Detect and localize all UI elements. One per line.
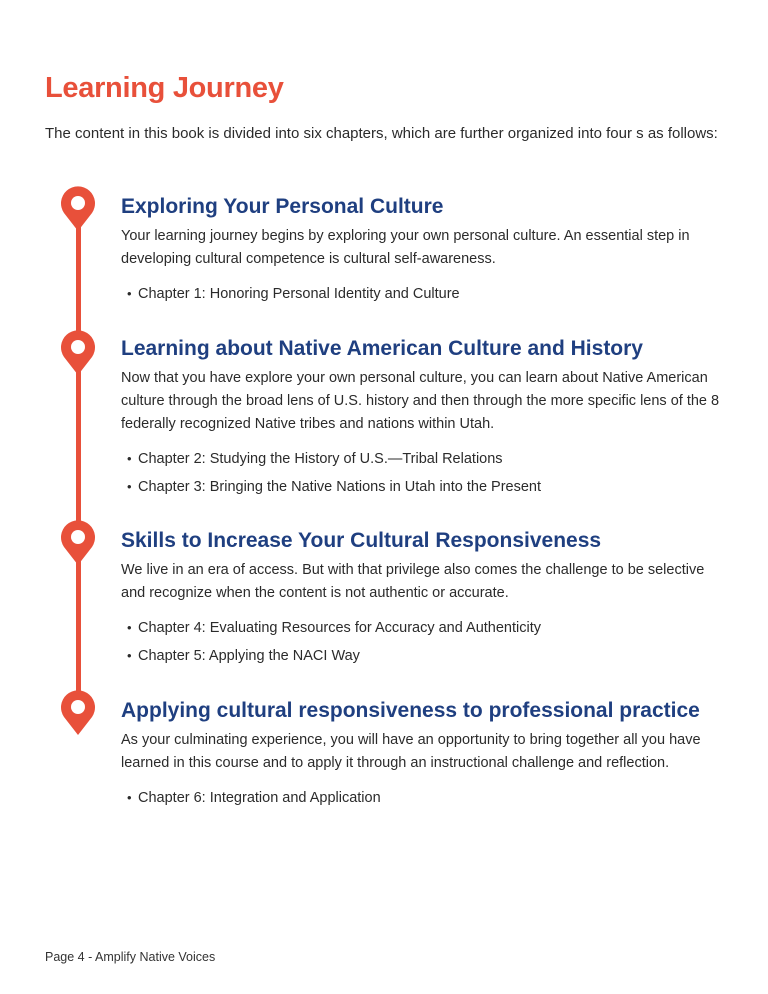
section-native-american-culture xyxy=(121,335,731,501)
section-heading: Applying cultural responsiveness to professional practice xyxy=(121,699,700,722)
section-description: Now that you have explore your own personal culture, you can learn about Native American culture through the broad lens of U.S. history and then through the more specific lens of the 8 federally recognized Native tribes and nations within Utah. xyxy=(121,370,720,432)
chapter-list xyxy=(127,784,731,812)
intro-text: The content in this book is divided into six chapters, which are further organized into four s as follows: xyxy=(45,125,718,142)
bullet: • xyxy=(127,479,132,494)
bullet: • xyxy=(127,451,132,466)
chapter-item xyxy=(127,784,731,812)
map-pin-icon xyxy=(58,186,98,232)
section-heading: Learning about Native American Culture and History xyxy=(121,337,643,360)
timeline-line xyxy=(76,200,81,720)
map-pin-icon xyxy=(58,330,98,376)
map-pin-icon xyxy=(58,690,98,736)
section-description: We live in an era of access. But with that privilege also comes the challenge to be selective and recognize when the content is not authentic or accurate. xyxy=(121,562,705,601)
page-footer: Page 4 - Amplify Native Voices xyxy=(45,950,216,964)
chapter-label: Chapter 1: Honoring Personal Identity and Culture xyxy=(138,286,460,302)
chapter-label: Chapter 6: Integration and Application xyxy=(138,790,381,806)
section-heading: Exploring Your Personal Culture xyxy=(121,195,444,218)
chapter-item xyxy=(127,445,731,473)
page-title: Learning Journey xyxy=(45,72,284,104)
chapter-item xyxy=(127,614,731,642)
section-personal-culture xyxy=(121,193,731,308)
bullet: • xyxy=(127,286,132,301)
chapter-item xyxy=(127,280,731,308)
section-description: As your culminating experience, you will have an opportunity to bring together all you have learned in this course and to apply it through an instructional challenge and reflection. xyxy=(121,732,701,771)
chapter-list xyxy=(127,445,731,501)
section-heading: Skills to Increase Your Cultural Responsiveness xyxy=(121,529,602,552)
section-professional-practice xyxy=(121,697,731,812)
chapter-list xyxy=(127,280,731,308)
chapter-label: Chapter 2: Studying the History of U.S.—Tribal Relations xyxy=(138,451,503,467)
chapter-item xyxy=(127,642,731,670)
chapter-list xyxy=(127,614,731,670)
chapter-item xyxy=(127,473,731,501)
bullet: • xyxy=(127,620,132,635)
chapter-label: Chapter 3: Bringing the Native Nations in Utah into the Present xyxy=(138,479,542,495)
map-pin-icon xyxy=(58,520,98,566)
bullet: • xyxy=(127,648,132,663)
bullet: • xyxy=(127,790,132,805)
chapter-label: Chapter 5: Applying the NACI Way xyxy=(138,648,360,664)
section-description: Your learning journey begins by exploring your own personal culture. An essential step in developing cultural competence is cultural self-awareness. xyxy=(121,228,690,267)
section-cultural-responsiveness xyxy=(121,527,731,670)
chapter-label: Chapter 4: Evaluating Resources for Accuracy and Authenticity xyxy=(138,620,541,636)
